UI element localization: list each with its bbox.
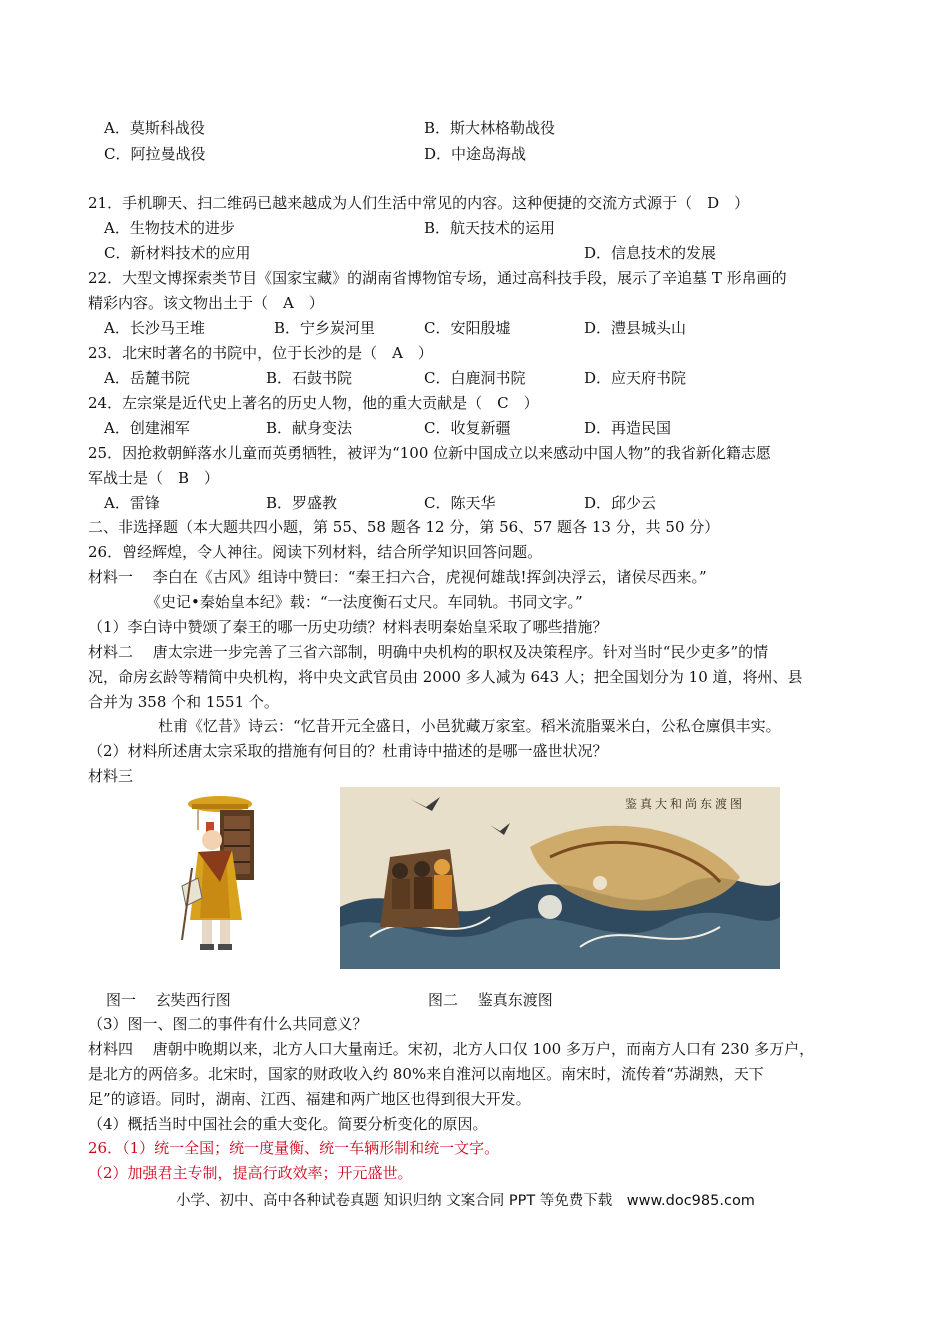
figure1-caption: 图一 玄奘西行图: [106, 991, 231, 1009]
q25-option-b: B．罗盛教: [266, 494, 338, 512]
q22-stem-line2: 精彩内容。该文物出土于（ A ）: [88, 294, 324, 312]
painting-inscription: 鉴真大和尚东渡图: [625, 797, 746, 811]
jianzhen-voyage-image: [340, 787, 780, 969]
q20-option-c: C．阿拉曼战役: [104, 145, 206, 163]
q26-sub2: （2）材料所述唐太宗采取的措施有何目的？杜甫诗中描述的是哪一盛世状况？: [88, 742, 608, 760]
q20-option-a: A．莫斯科战役: [104, 119, 205, 137]
q22-option-b: B．宁乡炭河里: [274, 319, 376, 337]
q21-option-b: B．航天技术的运用: [424, 219, 556, 237]
q25-option-a: A．雷锋: [104, 494, 160, 512]
q23-stem: 23．北宋时著名的书院中，位于长沙的是（ A ）: [88, 344, 433, 362]
q23-option-b: B．石鼓书院: [266, 369, 353, 387]
figure2-caption: 图二 鉴真东渡图: [428, 991, 553, 1009]
q25-option-d: D．邱少云: [584, 494, 657, 512]
material2-line2: 况，命房玄龄等精简中央机构，将中央文武官员由 2000 多人减为 643 人；把全国划分为 10 道，将州、县: [88, 668, 803, 686]
q21-option-d: D．信息技术的发展: [584, 244, 717, 262]
q22-option-d: D．澧县城头山: [584, 319, 687, 337]
material1-line1: 材料一 李白在《古风》组诗中赞曰：“秦王扫六合，虎视何雄哉!挥剑决浮云，诸侯尽西来。”: [88, 568, 707, 586]
q23-option-c: C．白鹿洞书院: [424, 369, 526, 387]
q26-sub1: （1）李白诗中赞颂了秦王的哪一历史功绩？材料表明秦始皇采取了哪些措施？: [88, 618, 608, 636]
material2-line4: 杜甫《忆昔》诗云：“忆昔开元全盛日，小邑犹藏万家室。稻米流脂粟米白，公私仓廪俱丰实。: [158, 717, 781, 735]
q22-stem-line1: 22．大型文博探索类节目《国家宝藏》的湖南省博物馆专场，通过高科技手段，展示了辛追墓 T 形帛画的: [88, 269, 787, 287]
answer-line2: （2）加强君主专制，提高行政效率；开元盛世。: [88, 1164, 413, 1182]
q23-option-d: D．应天府书院: [584, 369, 687, 387]
q20-option-d: D．中途岛海战: [424, 145, 527, 163]
q26-intro: 26．曾经辉煌，令人神往。阅读下列材料，结合所学知识回答问题。: [88, 543, 543, 561]
q25-stem-line1: 25．因抢救朝鲜落水儿童而英勇牺牲，被评为“100 位新中国成立以来感动中国人物”的我省新化籍志愿: [88, 444, 771, 462]
section-heading: 二、非选择题（本大题共四小题，第 55、58 题各 12 分，第 56、57 题各 13 分，共 50 分）: [88, 518, 720, 536]
material4-line1: 材料四 唐朝中晚期以来，北方人口大量南迁。宋初，北方人口仅 100 多万户，而南方人口有 230 多万户，: [88, 1040, 815, 1058]
material3-label: 材料三: [88, 767, 134, 785]
q21-option-a: A．生物技术的进步: [104, 219, 235, 237]
footer-text: 小学、初中、高中各种试卷真题 知识归纳 文案合同 PPT 等免费下载 www.doc985.com: [176, 1193, 755, 1209]
q24-option-b: B．献身变法: [266, 419, 353, 437]
q25-stem-line2: 军战士是（ B ）: [88, 469, 220, 487]
material4-line2: 是北方的两倍多。北宋时，国家的财政收入约 80%来自淮河以南地区。南宋时，流传着“苏湖熟，天下: [88, 1065, 764, 1083]
q24-option-a: A．创建湘军: [104, 419, 190, 437]
q22-option-c: C．安阳殷墟: [424, 319, 511, 337]
q24-option-d: D．再造民国: [584, 419, 672, 437]
material2-line1: 材料二 唐太宗进一步完善了三省六部制，明确中央机构的职权及决策程序。针对当时“民少吏多”的情: [88, 643, 769, 661]
q21-option-c: C．新材料技术的应用: [104, 244, 251, 262]
q24-option-c: C．收复新疆: [424, 419, 511, 437]
q20-option-b: B．斯大林格勒战役: [424, 119, 556, 137]
q25-option-c: C．陈天华: [424, 494, 496, 512]
material2-line3: 合并为 358 个和 1551 个。: [88, 693, 279, 711]
q26-sub3: （3）图一、图二的事件有什么共同意义？: [88, 1015, 368, 1033]
q23-option-a: A．岳麓书院: [104, 369, 190, 387]
q26-sub4: （4）概括当时中国社会的重大变化。简要分析变化的原因。: [88, 1115, 488, 1133]
q21-stem: 21．手机聊天、扫二维码已越来越成为人们生活中常见的内容。这种便捷的交流方式源于（ D ）: [88, 194, 750, 212]
xuanzang-figure-image: [168, 790, 288, 970]
answer-line1: 26．（1）统一全国；统一度量衡、统一车辆形制和统一文字。: [88, 1139, 500, 1157]
material1-line2: 《史记•秦始皇本纪》载：“一法度衡石丈尺。车同轨。书同文字。”: [146, 593, 583, 611]
material4-line3: 足”的谚语。同时，湖南、江西、福建和两广地区也得到很大开发。: [88, 1090, 531, 1108]
q22-option-a: A．长沙马王堆: [104, 319, 205, 337]
q24-stem: 24．左宗棠是近代史上著名的历史人物，他的重大贡献是（ C ）: [88, 394, 539, 412]
